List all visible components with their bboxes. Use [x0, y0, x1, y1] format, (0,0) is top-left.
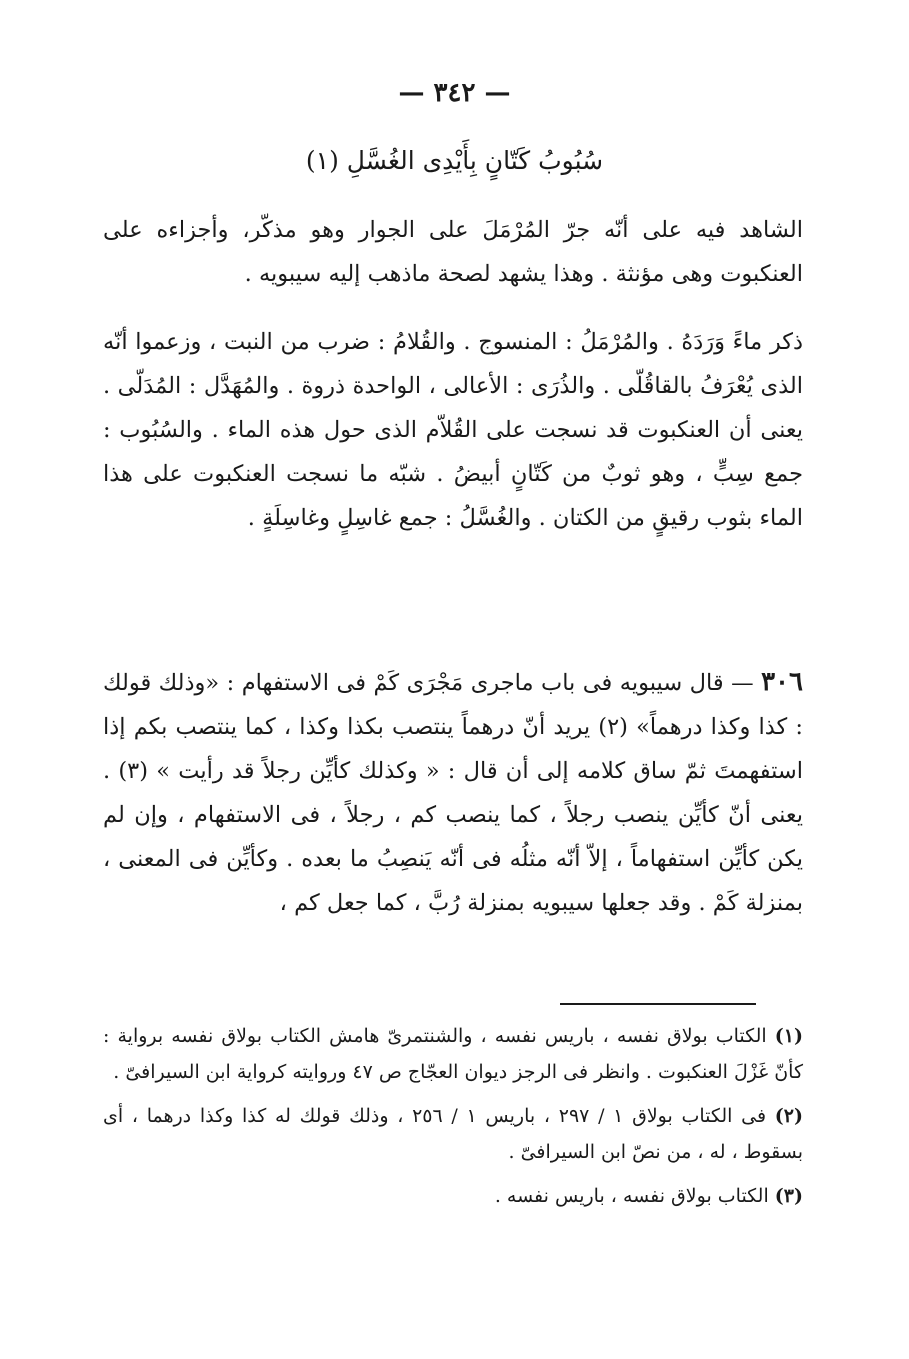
page-number: — ٣٤٢ —: [398, 78, 511, 108]
footnotes: [103, 1018, 803, 1222]
entry-text: — قال سيبويه فى باب ماجرى مَجْرَى كَمْ فى الاستفهام : «وذلك قولك : كذا وكذا درهماً» (٢) يريد أنّ درهماً ينتصب بكذا وكذا ، كما ينتصب بكم إذا استفهمتَ ثمّ ساق كلامه إلى أن قال : « وكذلك كأيِّن رجلاً قد رأيت » (٣) . يعنى أنّ كأيِّن ينصب رجلاً ، كما ينصب كم ، رجلاً ، فى الاستفهام ، وإن لم يكن كأيِّن استفهاماً ، إلاّ أنّه مثلُه فى أنّه يَنصِبُ ما بعده . وكأيِّن فى المعنى ، بمنزلة كَمْ . وقد جعلها سيبويه بمنزلة رُبَّ ، كما جعل كم ،: [103, 670, 803, 916]
paragraph-commentary-2: ذكر ماءً وَرَدَهُ . والمُرْمَلُ : المنسوج . والقُلامُ : ضرب من النبت ، وزعموا أنّه الذى يُعْرَفُ بالقاقُلّى . والذُرَى : الأعالى ، الواحدة ذروة . والمُهَدَّل : المُدَلّى . يعنى أن العنكبوت قد نسجت على القُلاّم الذى حول هذه الماء . والسُبُوب : جمع سِبٍّ ، وهو ثوبٌ من كَتّانٍ أبيضُ . شبّه ما نسجت العنكبوت على هذا الماء بثوب رقيقٍ من الكتان . والغُسَّلُ : جمع غاسِلٍ وغاسِلَةٍ .: [103, 329, 803, 531]
entry-number: ٣٠٦: [761, 667, 803, 697]
footnote-mark: (٢): [774, 1105, 803, 1127]
paragraph-entry-306: [103, 660, 803, 925]
footnote-text: فى الكتاب بولاق ١ / ٢٩٧ ، باريس ١ / ٢٥٦ ، وذلك قولك له كذا وكذا درهما ، أى بسقوط ، له ، من نصّ ابن السيرافىّ .: [103, 1105, 803, 1163]
footnote-mark: (١): [774, 1025, 803, 1047]
footnote-1: [103, 1018, 803, 1090]
paragraph-commentary-1: الشاهد فيه على أنّه جرّ المُرْمَلَ على الجوار وهو مذكّر، وأجزاءه على العنكبوت وهى مؤنثة . وهذا يشهد لصحة ماذهب إليه سيبويه .: [103, 217, 803, 287]
footnote-divider: [560, 1003, 756, 1005]
footnote-text: الكتاب بولاق نفسه ، باريس نفسه .: [494, 1185, 775, 1207]
verse-line: سُبُوبُ كَتّانٍ بِأَيْدِى الغُسَّلِ (١): [305, 146, 604, 175]
footnote-3: [103, 1178, 803, 1214]
footnote-mark: (٣): [774, 1185, 803, 1207]
footnote-text: الكتاب بولاق نفسه ، باريس نفسه ، والشنتمرىّ هامش الكتاب بولاق نفسه برواية : كأنّ غَزْلَ العنكبوت . وانظر فى الرجز ديوان العجّاج ص ٤٧ وروايته كرواية ابن السيرافىّ .: [103, 1025, 803, 1083]
footnote-2: [103, 1098, 803, 1170]
